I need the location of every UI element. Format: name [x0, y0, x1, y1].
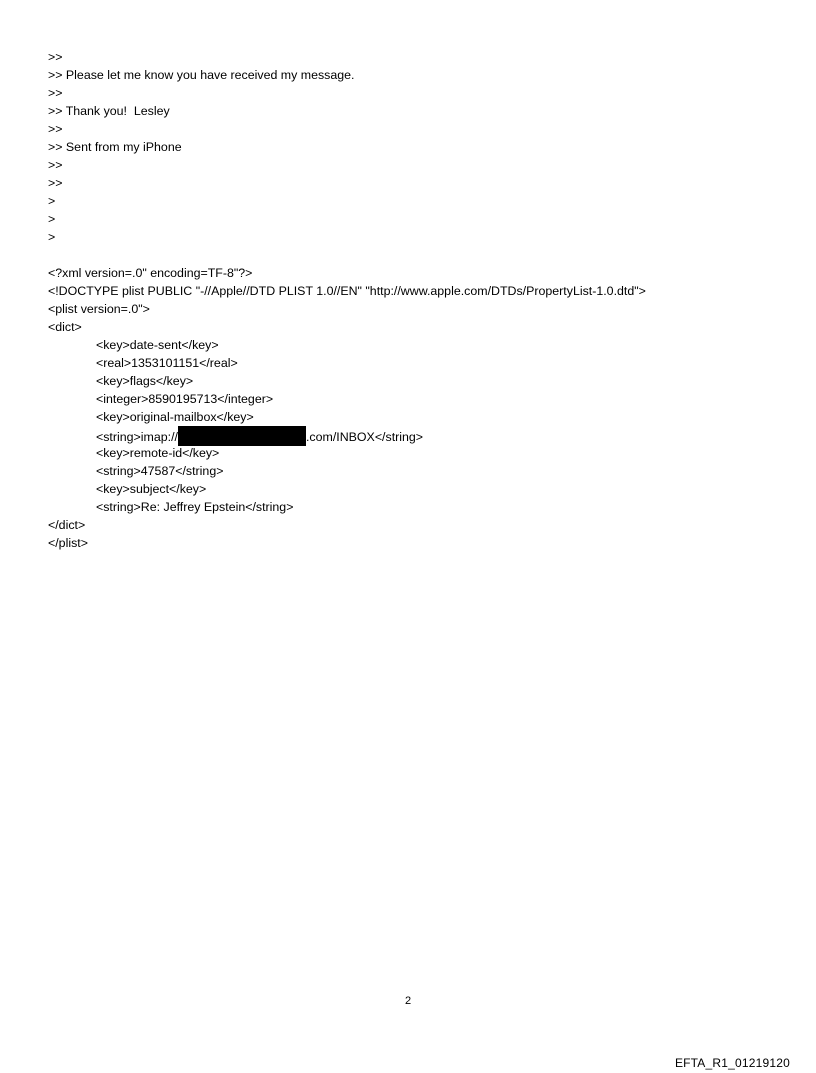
plist-entry: <key>flags</key> — [96, 374, 194, 388]
quoted-line: >> — [48, 176, 63, 190]
plist-close-tag: </plist> — [48, 536, 88, 550]
plist-entry: <string>47587</string> — [96, 464, 224, 478]
quoted-line: > — [48, 194, 56, 208]
plist-entry: <integer>8590195713</integer> — [96, 392, 274, 406]
quoted-line: >> Please let me know you have received my message. — [48, 68, 355, 82]
xml-declaration: <?xml version=.0" encoding=TF-8"?> — [48, 266, 253, 280]
plist-doctype: <!DOCTYPE plist PUBLIC "-//Apple//DTD PLIST 1.0//EN" "http://www.apple.com/DTDs/PropertyList-1.0.dtd"> — [48, 284, 646, 298]
plist-entry: <string>Re: Jeffrey Epstein</string> — [96, 500, 294, 514]
quoted-line: >> — [48, 158, 63, 172]
mailbox-suffix: .com/INBOX</string> — [305, 430, 424, 444]
quoted-reply-block — [48, 48, 788, 246]
page-number: 2 — [404, 995, 412, 1007]
plist-block — [48, 264, 788, 552]
quoted-line: > — [48, 230, 56, 244]
quoted-line: >> — [48, 122, 63, 136]
redaction-block — [178, 426, 306, 446]
quoted-line: >> — [48, 50, 63, 64]
quoted-line: >> — [48, 86, 63, 100]
document-id: EFTA_R1_01219120 — [674, 1056, 790, 1070]
email-body — [48, 48, 788, 552]
plist-entry: <real>1353101151</real> — [96, 356, 238, 370]
quoted-line: > — [48, 212, 56, 226]
plist-entry: <key>remote-id</key> — [96, 446, 220, 460]
plist-entry: <key>original-mailbox</key> — [96, 410, 254, 424]
plist-entry: <key>date-sent</key> — [96, 338, 219, 352]
plist-entry-mailbox — [48, 426, 788, 444]
dict-open-tag: <dict> — [48, 320, 82, 334]
spacer — [48, 246, 788, 264]
mailbox-prefix: <string>imap:// — [96, 430, 178, 444]
quoted-line: >> Thank you! Lesley — [48, 104, 170, 118]
dict-close-tag: </dict> — [48, 518, 86, 532]
plist-entry: <key>subject</key> — [96, 482, 207, 496]
plist-open-tag: <plist version=.0"> — [48, 302, 150, 316]
quoted-line: >> Sent from my iPhone — [48, 140, 182, 154]
